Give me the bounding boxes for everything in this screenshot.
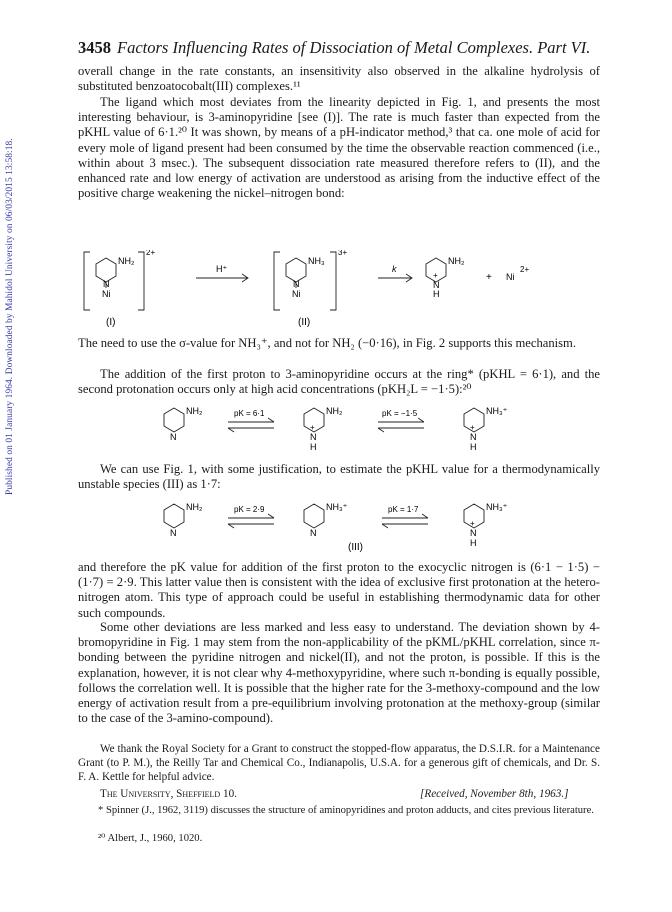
paragraph-3: The need to use the σ-value for NH₃⁺, and not for NH₂ (−0·16), in Fig. 2 supports this mechanism. bbox=[78, 336, 576, 350]
label-II: (II) bbox=[298, 317, 311, 328]
paragraph-5: We can use Fig. 1, with some justification, to estimate the pKHL value for a thermodynamically unstable species (III) as 1·7: bbox=[78, 462, 600, 492]
label-III: (III) bbox=[348, 542, 363, 553]
ii-ni: Ni bbox=[292, 289, 301, 299]
reaction-scheme-3 bbox=[78, 498, 600, 556]
s3-n2: N bbox=[310, 528, 317, 538]
plus-sign: + bbox=[486, 272, 492, 283]
paragraph-4: The addition of the first proton to 3-aminopyridine occurs at the ring* (pKHL = 6·1), and the second protonation occurs only at high acid concentrations (pKH₂L = −1·5):²⁰ bbox=[78, 367, 600, 397]
s2-h3: H bbox=[470, 442, 477, 452]
s2-plus-c: + bbox=[470, 423, 475, 432]
scheme-3-svg bbox=[78, 498, 600, 556]
footnote-ref-20: ²⁰ Albert, J., 1960, 1020. bbox=[98, 833, 203, 844]
i-nh2: NH₂ bbox=[118, 256, 135, 266]
arrow-h-plus: H⁺ bbox=[216, 264, 228, 274]
s3-pk1: pK = 2·9 bbox=[234, 505, 265, 514]
lig-h: H bbox=[433, 289, 440, 299]
s3-nh3-c: NH₃⁺ bbox=[486, 502, 508, 512]
paragraph-6: and therefore the pK value for addition of the first proton to the exocyclic nitrogen is (6·1 − 1·5) − (1·7) = 2·9. This latter value then is consistent with the idea of exclusive first protonation at the hetero-nitrogen atom. This type of approach could be useful in establishing thermodynamic data for other such compounds. bbox=[78, 560, 600, 620]
s3-nh3: NH₃⁺ bbox=[326, 502, 348, 512]
s3-n1: N bbox=[170, 528, 177, 538]
received-date: [Received, November 8th, 1963.] bbox=[420, 788, 569, 800]
page-number: 3458 bbox=[78, 38, 111, 57]
s2-pk2: pK = −1·5 bbox=[382, 409, 418, 418]
arrow-k: k bbox=[392, 264, 397, 274]
acknowledgements: We thank the Royal Society for a Grant to construct the stopped-flow apparatus, the D.S.I.R. for a Maintenance Grant (to P. M.), the Reilly Tar and Chemical Co., Indianapolis, U.S.A. for a generous gift of chemicals, and Dr. S. F. A. Kettle for helpful advice. bbox=[78, 743, 600, 784]
label-I: (I) bbox=[106, 317, 116, 328]
lig-plus: + bbox=[433, 271, 438, 280]
s2-n1: N bbox=[170, 432, 177, 442]
s2-nh2-b: NH₂ bbox=[326, 406, 343, 416]
i-charge: 2+ bbox=[146, 250, 156, 257]
s3-n3: N bbox=[470, 528, 477, 538]
reaction-scheme-2 bbox=[78, 402, 600, 458]
ii-n: N bbox=[293, 279, 300, 289]
lig-nh2: NH₂ bbox=[448, 256, 465, 266]
s3-plus-c: + bbox=[470, 519, 475, 528]
header-title: Factors Influencing Rates of Dissociation of Metal Complexes. Part VI. bbox=[117, 38, 591, 57]
paragraph-7: Some other deviations are less marked and less easy to understand. The deviation shown by 4-bromopyridine in Fig. 1 may stem from the non-applicability of the pKML/pKHL correlation, since π-bonding between the pyridine nitrogen and nickel(II), and not the proton, is possible. If this is the explanation, however, it is not clear why 4-methoxypyridine, where such π-bonding is equally possible, follows the correlation well. It is possible that the higher rate for the 3-methoxy-compound and the low energy of activation result from a pre-equilibrium involving protonation at the methoxy-group (similar to the case of the 3-amino-compound). bbox=[78, 620, 600, 726]
s3-pk2: pK = 1·7 bbox=[388, 505, 419, 514]
free-ni-charge: 2+ bbox=[520, 265, 530, 274]
s2-n3: N bbox=[470, 432, 477, 442]
ii-charge: 3+ bbox=[338, 250, 348, 257]
footnote-star: * Spinner (J., 1962, 3119) discusses the structure of aminopyridines and proton adducts, and cites previous literature. bbox=[98, 805, 594, 816]
ii-nh3: NH₃ bbox=[308, 256, 325, 266]
s3-nh2: NH₂ bbox=[186, 502, 203, 512]
running-header bbox=[78, 38, 590, 58]
s2-nh2: NH₂ bbox=[186, 406, 203, 416]
s2-plus-b: + bbox=[310, 423, 315, 432]
reaction-scheme-1 bbox=[78, 250, 600, 330]
s3-h3: H bbox=[470, 538, 477, 548]
paragraph-2: The ligand which most deviates from the linearity depicted in Fig. 1, and presents the most interesting behaviour, is 3-aminopyridine [see (I)]. The rate is much faster than expected from the pKHL value of 6·1.²⁰ It was shown, by means of a pH-indicator method,³ that ca. one mole of acid for every mole of ligand present had been consumed by the time the observable reaction commenced (i.e., within about 3 msec.). The subsequent dissociation rate measured therefore refers to (II), and the enhanced rate and low energy of activation are understood as arising from the inductive effect of the positive charge weakening the nickel–nitrogen bond: bbox=[78, 95, 600, 201]
s2-pk1: pK = 6·1 bbox=[234, 409, 265, 418]
lig-n: N bbox=[433, 280, 440, 290]
s2-nh3: NH₃⁺ bbox=[486, 406, 508, 416]
scheme-1-svg bbox=[78, 250, 600, 330]
i-n: N bbox=[103, 279, 110, 289]
download-watermark: Published on 01 January 1964. Downloaded by Mahidol University on 06/03/2015 13:58:18. bbox=[5, 138, 15, 495]
affiliation: The University, Sheffield 10. bbox=[100, 788, 237, 800]
s2-n2: N bbox=[310, 432, 317, 442]
free-ni: Ni bbox=[506, 272, 515, 282]
s2-h2: H bbox=[310, 442, 317, 452]
scheme-2-svg bbox=[78, 402, 600, 458]
i-ni: Ni bbox=[102, 289, 111, 299]
paragraph-1: overall change in the rate constants, an insensitivity also observed in the alkaline hydrolysis of substituted benzoatocobalt(III) complexes.¹¹ bbox=[78, 64, 600, 94]
